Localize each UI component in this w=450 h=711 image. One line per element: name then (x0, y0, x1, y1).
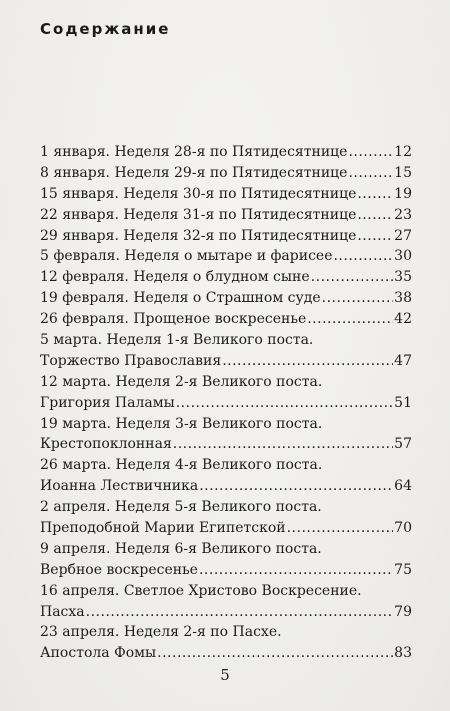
dot-leader (348, 142, 393, 163)
toc-entry-page: 23 (394, 206, 412, 223)
toc-entry-page: 51 (394, 394, 412, 411)
toc-entry (40, 539, 412, 560)
toc-entry-page: 83 (394, 645, 412, 662)
toc-entry-title: 1 января. Неделя 28-я по Пятидесятнице (40, 144, 348, 160)
toc-entry (40, 497, 412, 518)
toc-entry-title: Григория Паламы (40, 394, 175, 411)
toc-entry-page: 15 (394, 164, 412, 181)
toc-entry-title: 2 апреля. Неделя 5-я Великого поста. (40, 499, 322, 516)
toc-entry (40, 434, 412, 455)
table-of-contents (40, 142, 412, 664)
toc-entry-page: 42 (394, 311, 412, 328)
toc-entry-title: 26 марта. Неделя 4-я Великого поста. (40, 457, 323, 474)
dot-leader (199, 476, 393, 497)
toc-entry-title: 5 февраля. Неделя о мытаре и фарисее (40, 248, 333, 265)
dot-leader (357, 205, 393, 226)
dot-leader (176, 393, 393, 414)
toc-entry-title: Иоанна Лествичника (40, 478, 199, 495)
toc-entry-title: Преподобной Марии Египетской (40, 520, 286, 537)
toc-entry (40, 288, 412, 309)
toc-entry (40, 643, 412, 664)
toc-entry-page: 57 (394, 436, 412, 453)
dot-leader (333, 246, 393, 267)
toc-entry-page: 38 (394, 290, 412, 307)
toc-entry (40, 518, 412, 539)
toc-entry-page: 47 (394, 352, 412, 369)
toc-entry (40, 309, 412, 330)
toc-entry (40, 163, 412, 184)
dot-leader (157, 643, 393, 664)
toc-entry-title: 12 февраля. Неделя о блудном сыне (40, 269, 310, 286)
toc-entry-page: 75 (394, 561, 412, 578)
toc-entry-page: 70 (394, 520, 412, 537)
toc-entry-title: 26 февраля. Прощеное воскресенье (40, 311, 307, 328)
dot-leader (173, 434, 393, 455)
toc-entry (40, 393, 412, 414)
dot-leader (322, 288, 394, 309)
toc-entry-page: 64 (394, 478, 412, 495)
toc-entry-title: 8 января. Неделя 29-я по Пятидесятнице (40, 164, 348, 181)
toc-entry-title: 16 апреля. Светлое Христово Воскресение. (40, 582, 362, 599)
dot-leader (307, 309, 393, 330)
toc-entry-page: 19 (394, 185, 412, 202)
toc-entry (40, 184, 412, 205)
toc-entry-title: Вербное воскресенье (40, 561, 198, 578)
toc-entry-title: 19 февраля. Неделя о Страшном суде (40, 290, 321, 307)
toc-entry (40, 602, 412, 623)
toc-entry (40, 351, 412, 372)
toc-entry (40, 455, 412, 476)
toc-entry-page: 79 (394, 603, 412, 620)
toc-entry-title: Пасха (40, 603, 85, 620)
toc-entry (40, 205, 412, 226)
toc-entry (40, 622, 412, 643)
toc-entry-title: Крестопоклонная (40, 436, 172, 453)
toc-entry-title: Торжество Православия (40, 352, 222, 369)
page-number: 5 (220, 666, 230, 684)
toc-entry-page: 12 (394, 144, 412, 160)
toc-entry-title: 9 апреля. Неделя 6-я Великого поста. (40, 540, 322, 557)
toc-entry (40, 226, 412, 247)
toc-entry-title: Апостола Фомы (40, 645, 157, 662)
toc-entry-title: 22 января. Неделя 31-я по Пятидесятнице (40, 206, 357, 223)
dot-leader (86, 602, 394, 623)
toc-entry (40, 330, 412, 351)
page-title: Содержание (40, 20, 171, 38)
toc-entry-title: 19 марта. Неделя 3-я Великого поста. (40, 415, 323, 432)
toc-entry (40, 560, 412, 581)
toc-entry-title: 5 марта. Неделя 1-я Великого поста. (40, 332, 314, 349)
toc-entry-title: 15 января. Неделя 30-я по Пятидесятнице (40, 185, 357, 202)
toc-entry-page: 27 (394, 227, 412, 244)
dot-leader (222, 351, 393, 372)
toc-entry (40, 246, 412, 267)
dot-leader (199, 560, 393, 581)
toc-entry (40, 267, 412, 288)
dot-leader (348, 163, 393, 184)
toc-entry (40, 142, 412, 163)
dot-leader (287, 518, 394, 539)
toc-entry-title: 23 апреля. Неделя 2-я по Пасхе. (40, 624, 282, 641)
toc-entry (40, 372, 412, 393)
toc-entry-title: 12 марта. Неделя 2-я Великого поста. (40, 373, 323, 390)
toc-entry-page: 30 (394, 248, 412, 265)
dot-leader (311, 267, 394, 288)
dot-leader (357, 226, 393, 247)
toc-entry-title: 29 января. Неделя 32-я по Пятидесятнице (40, 227, 357, 244)
toc-entry (40, 581, 412, 602)
toc-entry-page: 35 (394, 269, 412, 286)
toc-entry (40, 414, 412, 435)
toc-entry (40, 476, 412, 497)
dot-leader (357, 184, 393, 205)
